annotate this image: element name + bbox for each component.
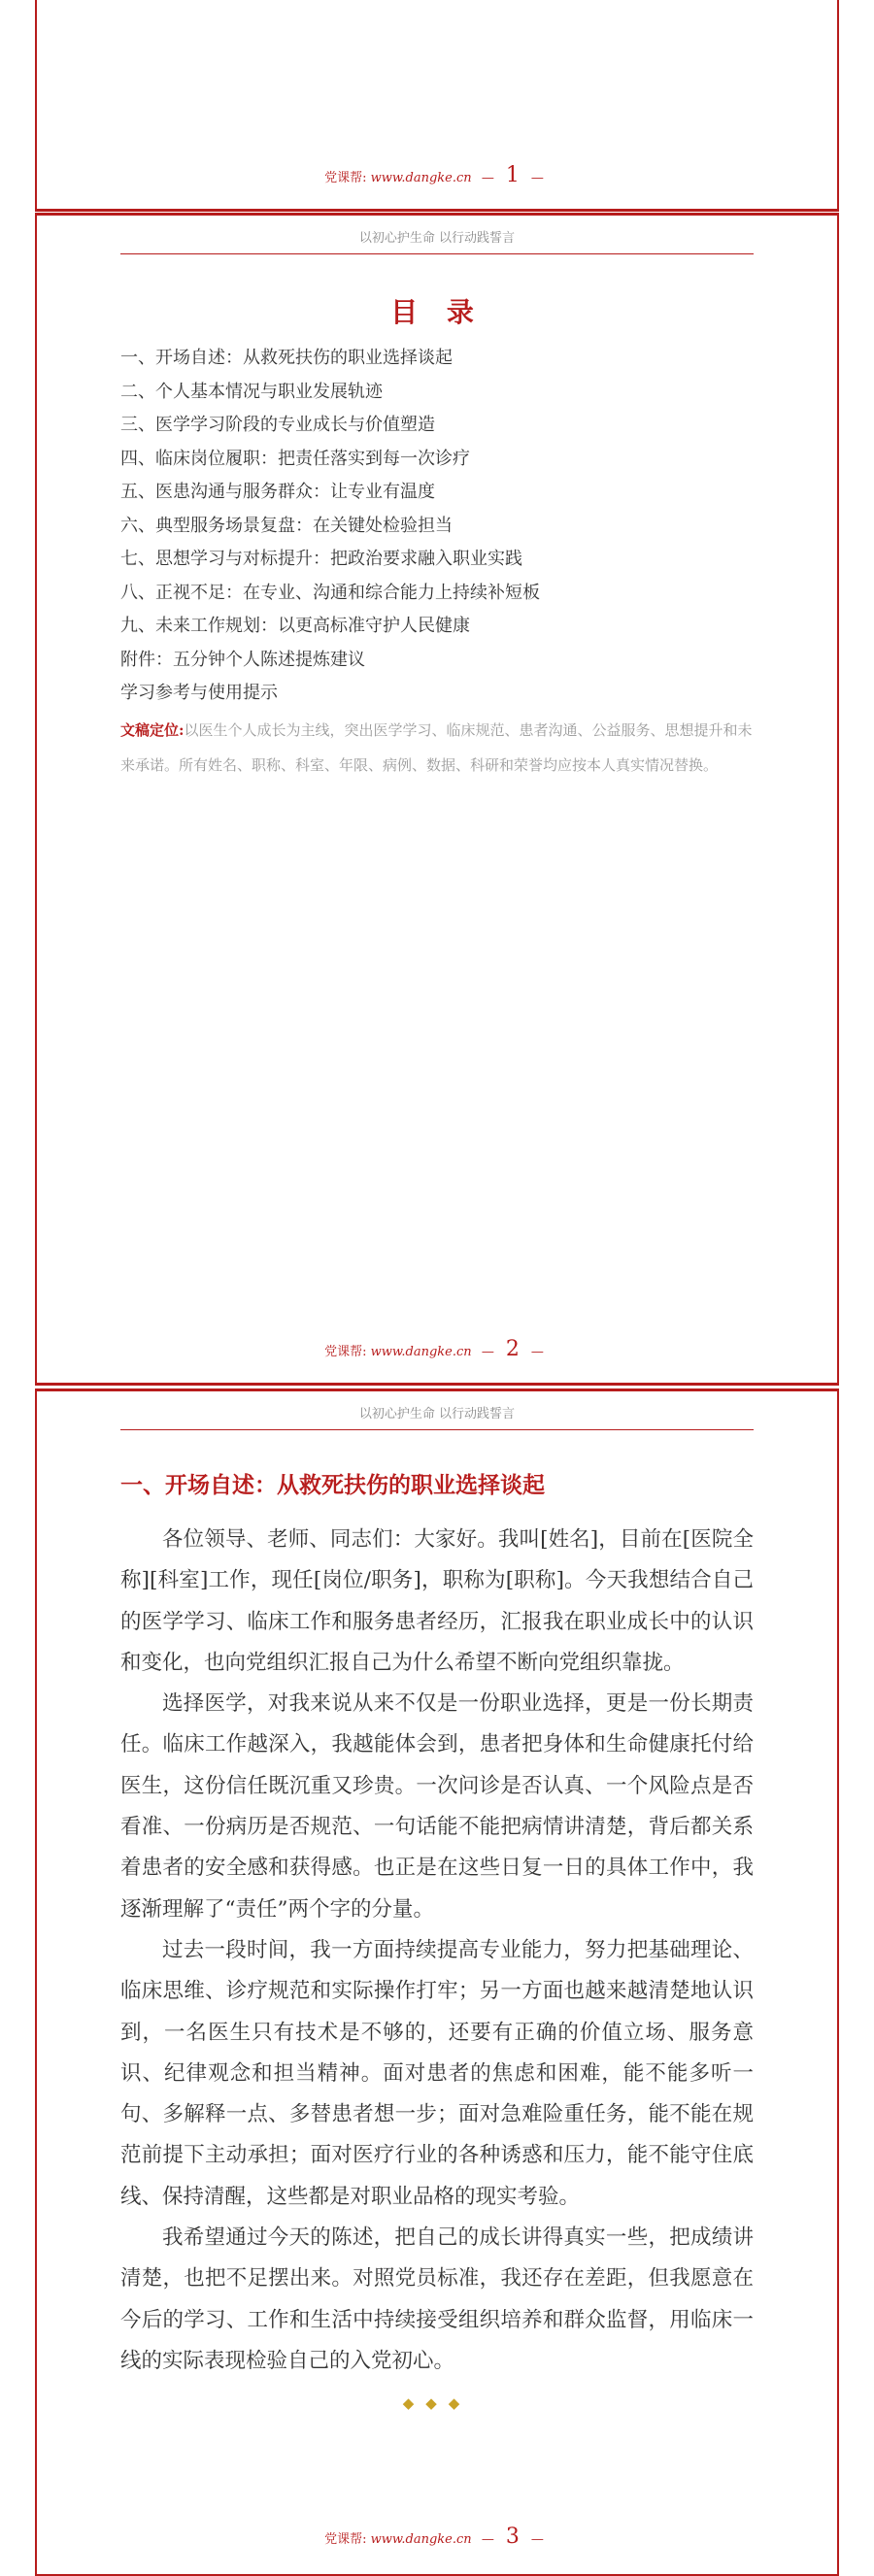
body-paragraph: 我希望通过今天的陈述，把自己的成长讲得真实一些，把成绩讲清楚，也把不足摆出来。对照党员标准，我还存在差距，但我愿意在今后的学习、工作和生活中持续接受组织培养和群众监督，用临床一线的实际表现检验自己的入党初心。	[120, 2225, 754, 2373]
toc-item[interactable]: 八、正视不足：在专业、沟通和综合能力上持续补短板	[120, 582, 540, 603]
footer-prefix: 党课帮:	[324, 171, 367, 185]
toc-item[interactable]: 一、开场自述：从救死扶伤的职业选择谈起	[120, 348, 453, 368]
toc-list	[120, 342, 754, 711]
page-footer	[37, 163, 837, 187]
page-footer	[37, 2525, 837, 2549]
positioning-label: 文稿定位:	[120, 721, 185, 739]
footer-dash: —	[481, 2532, 494, 2547]
section-end-ornament: ◆◆◆	[402, 2394, 472, 2412]
toc-item[interactable]: 九、未来工作规划：以更高标准守护人民健康	[120, 616, 470, 636]
page-footer	[37, 1337, 837, 1361]
page-header-motto: 以初心护生命 以行动践誓言	[120, 227, 754, 254]
body-paragraph: 选择医学，对我来说从来不仅是一份职业选择，更是一份长期责任。临床工作越深入，我越能体会到，患者把身体和生命健康托付给医生，这份信任既沉重又珍贵。一次问诊是否认真、一个风险点是否看准、一份病历是否规范、一句话能不能把病情讲清楚，背后都关系着患者的安全感和获得感。也正是在这些日复一日的具体工作中，我逐渐理解了“责任”两个字的分量。	[120, 1691, 754, 1922]
footer-site-link[interactable]: www.dangke.cn	[370, 171, 472, 185]
toc-item[interactable]: 四、临床岗位履职：把责任落实到每一次诊疗	[120, 448, 470, 469]
page-2	[35, 213, 839, 1386]
footer-dash: —	[481, 1345, 494, 1359]
section-title: 一、开场自述：从救死扶伤的职业选择谈起	[120, 1472, 545, 1498]
toc-item[interactable]: 三、医学学习阶段的专业成长与价值塑造	[120, 415, 435, 435]
footer-dash: —	[481, 171, 494, 185]
toc-item[interactable]: 七、思想学习与对标提升：把政治要求融入职业实践	[120, 549, 522, 569]
footer-prefix: 党课帮:	[324, 1345, 367, 1359]
toc-item[interactable]: 二、个人基本情况与职业发展轨迹	[120, 381, 383, 402]
section-body	[120, 1520, 754, 2382]
footer-dash: —	[530, 2532, 544, 2547]
body-paragraph: 过去一段时间，我一方面持续提高专业能力，努力把基础理论、临床思维、诊疗规范和实际操作打牢；另一方面也越来越清楚地认识到，一名医生只有技术是不够的，还要有正确的价值立场、服务意识、纪律观念和担当精神。面对患者的焦虑和困难，能不能多听一句、多解释一点、多替患者想一步；面对急难险重任务，能不能在规范前提下主动承担；面对医疗行业的各种诱惑和压力，能不能守住底线、保持清醒，这些都是对职业品格的现实考验。	[120, 1937, 754, 2209]
document-positioning-note	[120, 713, 754, 783]
page-3	[35, 1388, 839, 2576]
footer-site-link[interactable]: www.dangke.cn	[370, 1345, 472, 1359]
toc-item[interactable]: 五、医患沟通与服务群众：让专业有温度	[120, 482, 435, 502]
toc-title: 目 录	[390, 296, 484, 328]
footer-site-link[interactable]: www.dangke.cn	[370, 2532, 472, 2547]
page-1	[35, 0, 839, 212]
positioning-text: 以医生个人成长为主线，突出医学学习、临床规范、患者沟通、公益服务、思想提升和未来承诺。所有姓名、职称、科室、年限、病例、数据、科研和荣誉均应按本人真实情况替换。	[120, 721, 753, 774]
toc-item[interactable]: 学习参考与使用提示	[120, 683, 278, 703]
footer-prefix: 党课帮:	[324, 2532, 367, 2547]
page-number: 3	[505, 2525, 520, 2549]
page-number: 2	[505, 1337, 520, 1361]
footer-dash: —	[530, 1345, 544, 1359]
body-paragraph: 各位领导、老师、同志们：大家好。我叫[姓名]，目前在[医院全称][科室]工作，现任[岗位/职务]，职称为[职称]。今天我想结合自己的医学学习、临床工作和服务患者经历，汇报我在职业成长中的认识和变化，也向党组织汇报自己为什么希望不断向党组织靠拢。	[120, 1527, 754, 1675]
toc-item[interactable]: 六、典型服务场景复盘：在关键处检验担当	[120, 515, 453, 536]
toc-item[interactable]: 附件：五分钟个人陈述提炼建议	[120, 649, 365, 670]
footer-dash: —	[530, 171, 544, 185]
page-number: 1	[505, 163, 520, 187]
page-header-motto: 以初心护生命 以行动践誓言	[120, 1403, 754, 1430]
